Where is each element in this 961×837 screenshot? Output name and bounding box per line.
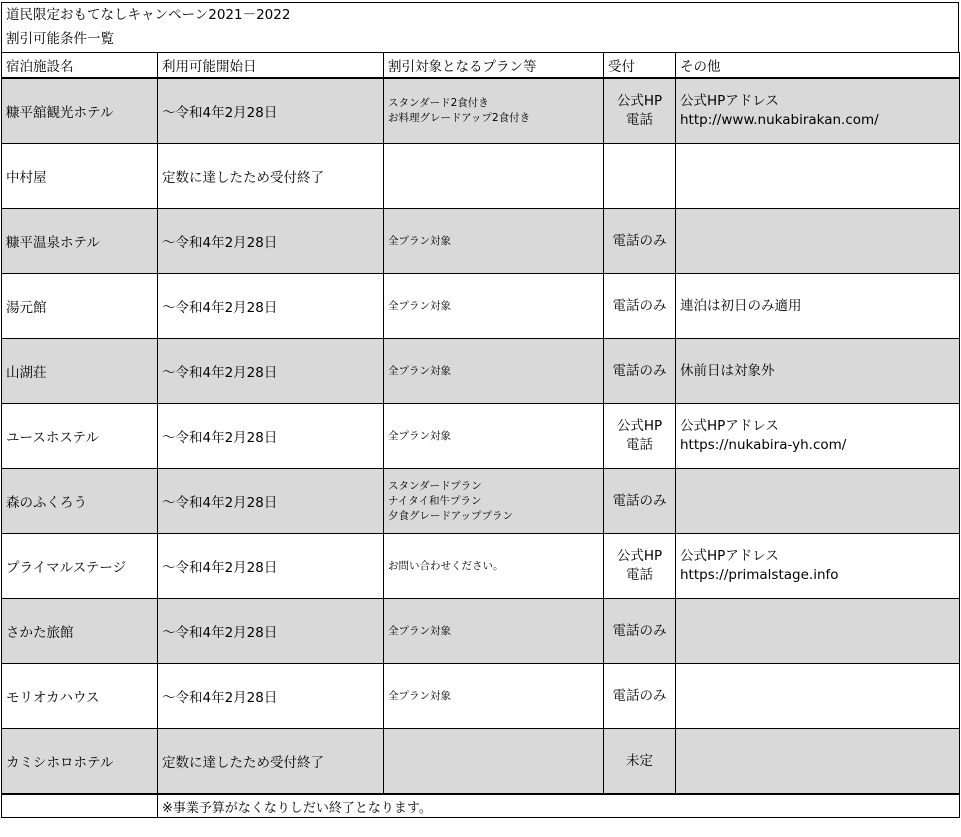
plan-cell: スタンダード2食付き お料理グレードアップ2食付き (384, 78, 604, 144)
plan-cell: 全プラン対象 (384, 664, 604, 729)
table-row (2, 274, 960, 339)
header-other: その他 (676, 53, 960, 79)
header-plan: 割引対象となるプラン等 (384, 53, 604, 79)
facility-name-cell: 湯元館 (2, 274, 158, 339)
other-cell (676, 209, 960, 274)
plan-cell: 全プラン対象 (384, 404, 604, 469)
table-row (2, 78, 960, 144)
table-row (2, 404, 960, 469)
start-date-cell: 定数に達したため受付終了 (158, 144, 384, 209)
reception-cell: 電話のみ (604, 599, 676, 664)
header-reception: 受付 (604, 53, 676, 79)
table-row (2, 534, 960, 599)
plan-cell (384, 729, 604, 795)
conditions-table (1, 52, 960, 818)
facility-name-cell: 山湖荘 (2, 339, 158, 404)
other-cell: 連泊は初日のみ適用 (676, 274, 960, 339)
page-subtitle: 割引可能条件一覧 (1, 27, 959, 52)
footer-blank (2, 794, 158, 818)
header-start-date: 利用可能開始日 (158, 53, 384, 79)
start-date-cell: ～令和4年2月28日 (158, 274, 384, 339)
table-row (2, 469, 960, 534)
header-facility: 宿泊施設名 (2, 53, 158, 79)
table-row (2, 144, 960, 209)
facility-name-cell: 糠平舘観光ホテル (2, 78, 158, 144)
footer-note: ※事業予算がなくなりしだい終了となります。 (158, 794, 960, 818)
facility-name-cell: プライマルステージ (2, 534, 158, 599)
reception-cell (604, 144, 676, 209)
plan-cell (384, 144, 604, 209)
other-cell (676, 664, 960, 729)
start-date-cell: ～令和4年2月28日 (158, 469, 384, 534)
reception-cell: 電話のみ (604, 469, 676, 534)
reception-cell: 電話のみ (604, 274, 676, 339)
table-row (2, 599, 960, 664)
footer-row (2, 794, 960, 818)
plan-cell: お問い合わせください。 (384, 534, 604, 599)
other-cell: 公式HPアドレス https://primalstage.info (676, 534, 960, 599)
plan-cell: 全プラン対象 (384, 274, 604, 339)
facility-name-cell: 森のふくろう (2, 469, 158, 534)
plan-cell: スタンダードプラン ナイタイ和牛プラン 夕食グレードアッププラン (384, 469, 604, 534)
reception-cell: 電話のみ (604, 209, 676, 274)
start-date-cell: ～令和4年2月28日 (158, 404, 384, 469)
plan-cell: 全プラン対象 (384, 339, 604, 404)
start-date-cell: ～令和4年2月28日 (158, 339, 384, 404)
start-date-cell: ～令和4年2月28日 (158, 78, 384, 144)
reception-cell: 公式HP 電話 (604, 534, 676, 599)
facility-name-cell: カミシホロホテル (2, 729, 158, 795)
other-cell (676, 599, 960, 664)
plan-cell: 全プラン対象 (384, 599, 604, 664)
reception-cell: 電話のみ (604, 339, 676, 404)
start-date-cell: ～令和4年2月28日 (158, 599, 384, 664)
reception-cell: 公式HP 電話 (604, 78, 676, 144)
other-cell (676, 469, 960, 534)
table-row (2, 729, 960, 795)
reception-cell: 電話のみ (604, 664, 676, 729)
table-row (2, 209, 960, 274)
other-cell: 公式HPアドレス http://www.nukabirakan.com/ (676, 78, 960, 144)
facility-name-cell: 中村屋 (2, 144, 158, 209)
table-row (2, 664, 960, 729)
other-cell (676, 729, 960, 795)
facility-name-cell: ユースホステル (2, 404, 158, 469)
other-cell (676, 144, 960, 209)
reception-cell: 未定 (604, 729, 676, 795)
reception-cell: 公式HP 電話 (604, 404, 676, 469)
facility-name-cell: 糠平温泉ホテル (2, 209, 158, 274)
plan-cell: 全プラン対象 (384, 209, 604, 274)
facility-name-cell: さかた旅館 (2, 599, 158, 664)
start-date-cell: 定数に達したため受付終了 (158, 729, 384, 795)
other-cell: 休前日は対象外 (676, 339, 960, 404)
start-date-cell: ～令和4年2月28日 (158, 209, 384, 274)
facility-name-cell: モリオカハウス (2, 664, 158, 729)
header-row (2, 53, 960, 79)
table-row (2, 339, 960, 404)
start-date-cell: ～令和4年2月28日 (158, 664, 384, 729)
page-title: 道民限定おもてなしキャンペーン2021－2022 (1, 2, 959, 27)
start-date-cell: ～令和4年2月28日 (158, 534, 384, 599)
other-cell: 公式HPアドレス https://nukabira-yh.com/ (676, 404, 960, 469)
